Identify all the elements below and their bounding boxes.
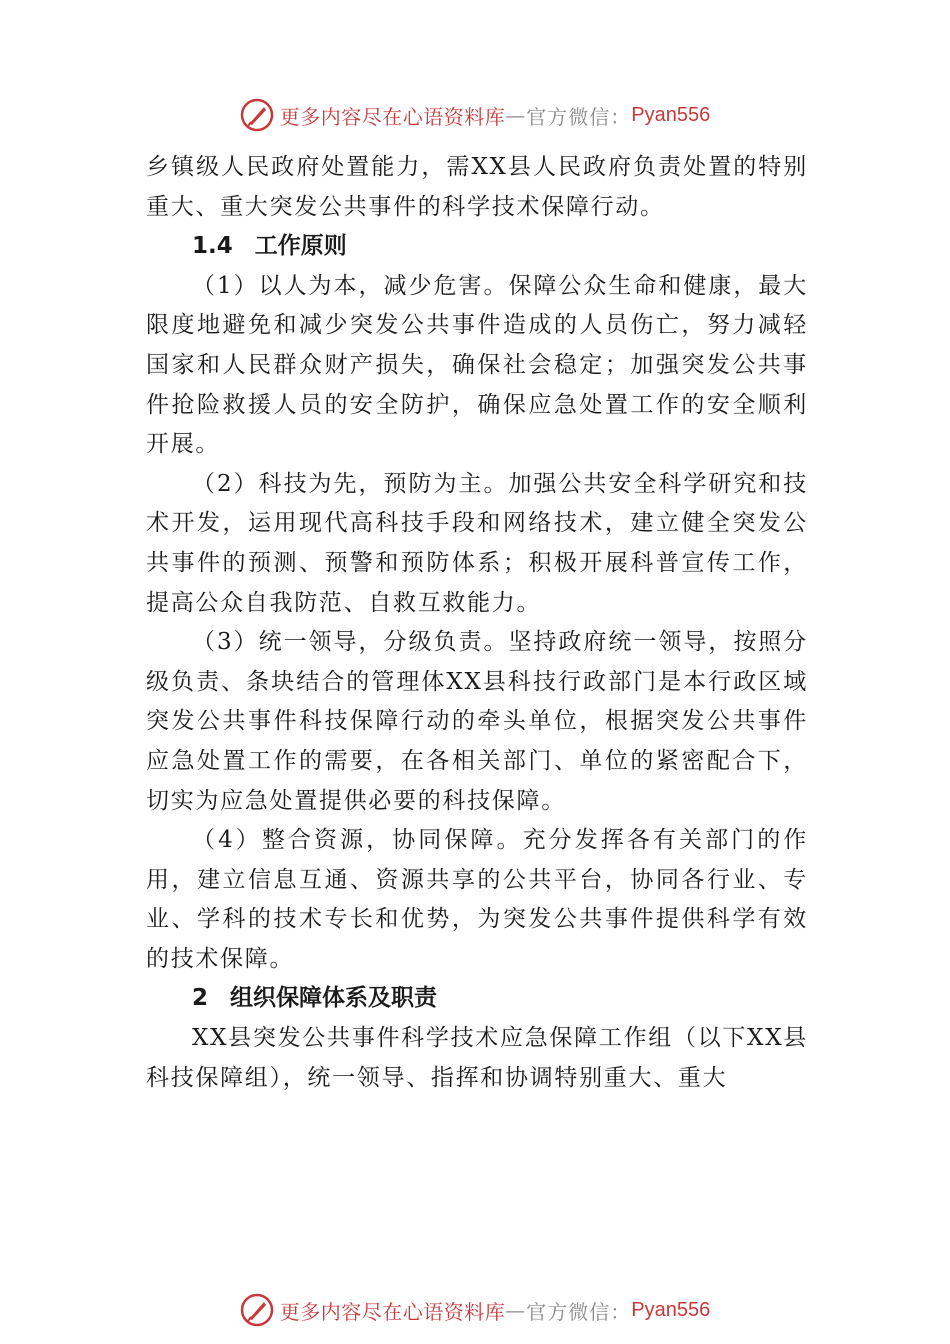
watermark-wechat-label: 官方微信： <box>526 104 632 129</box>
watermark-wechat-id: Pyan556 <box>631 1298 711 1321</box>
paragraph-principle-3: （3）统一领导，分级负责。坚持政府统一领导，按照分级负责、条块结合的管理体XX县科技行政部门是本行政区域突发公共事件科技保障行动的牵头单位，根据突发公共事件应急处置工作的需要，在各相关部门、单位的紧密配合下，切实为应急处置提供必要的科技保障。 <box>146 629 808 814</box>
section-number: 2 <box>192 985 209 1012</box>
section-number: 1.4 <box>192 233 233 260</box>
paragraph-principle-4: （4）整合资源，协同保障。充分发挥各有关部门的作用，建立信息互通、资源共享的公共平台，协同各行业、专业、学科的技术专长和优势，为突发公共事件提供科学有效的技术保障。 <box>146 827 808 972</box>
watermark-footer <box>0 1290 950 1330</box>
section-title: 工作原则 <box>254 233 347 260</box>
paragraph-organization: XX县突发公共事件科学技术应急保障工作组（以下XX县科技保障组），统一领导、指挥和协调特别重大、重大 <box>146 1025 808 1091</box>
watermark-site-name: 更多内容尽在心语资料库 <box>279 1299 506 1324</box>
watermark-site-name: 更多内容尽在心语资料库 <box>279 104 506 129</box>
paragraph-principle-1: （1）以人为本，减少危害。保障公众生命和健康，最大限度地避免和减少突发公共事件造成的人员伤亡，努力减轻国家和人民群众财产损失，确保社会稳定；加强突发公共事件抢险救援人员的安全防护，确保应急处置工作的安全顺利开展。 <box>146 272 808 458</box>
section-heading-1-4 <box>146 227 808 267</box>
quill-logo-icon <box>240 98 274 132</box>
paragraph-intro-continued: 乡镇级人民政府处置能力，需XX县人民政府负责处置的特别重大、重大突发公共事件的科学技术保障行动。 <box>146 154 808 220</box>
watermark-dash: — <box>505 1298 527 1322</box>
quill-logo-icon <box>240 1293 274 1327</box>
section-heading-2 <box>146 979 808 1019</box>
watermark-wechat-label: 官方微信： <box>526 1299 632 1324</box>
watermark-header <box>0 95 950 135</box>
paragraph-principle-2: （2）科技为先，预防为主。加强公共安全科学研究和技术开发，运用现代高科技手段和网络技术，建立健全突发公共事件的预测、预警和预防体系；积极开展科普宣传工作，提高公众自我防范、自救互救能力。 <box>146 470 808 616</box>
watermark-dash: — <box>505 103 527 127</box>
section-title: 组织保障体系及职责 <box>230 985 438 1012</box>
watermark-wechat-id: Pyan556 <box>631 103 711 126</box>
document-body <box>146 148 808 1098</box>
